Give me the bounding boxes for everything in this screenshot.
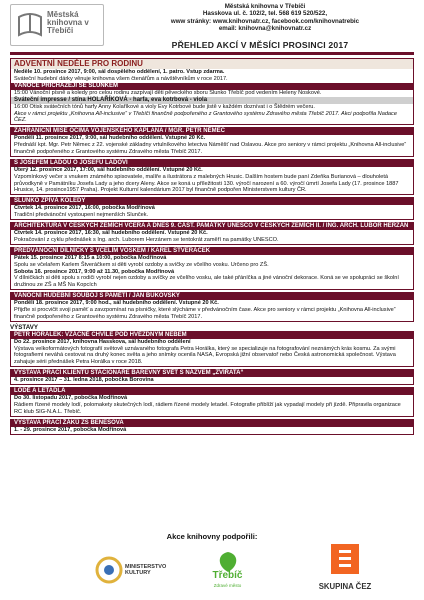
event-text: Čtvrtek 14. prosince 2017, 16:30, sál hudebního oddělení. Vstupné 20 Kč. <box>14 230 208 237</box>
event-subtitle: Sváteční impresse / stína HOLAŘÍKOVÁ - harfa, eva kotrbová - viola <box>11 97 413 104</box>
event-text: Tradiční předvánoční vystoupení nejmenších Slunček. <box>14 212 149 219</box>
exhibition-section <box>10 419 414 435</box>
trebic-name: Třebíč <box>212 570 243 581</box>
cez-logo <box>310 544 380 594</box>
event-title: PŘEDVÁNOČNÍ DÍLNIČKY S VČELÍM VOSKEM / KAREL ŠTVERÁČEK <box>11 248 413 255</box>
book-icon <box>17 11 43 39</box>
event-text: Přednáší kpt. Mgr. Petr Němec z 22. vojenské základny vrtulníkového letectva Náměšť nad Oslavou. Akce pro seniory v rámci projektu „Knihovna All-inclusive“ finančně podpořeného z Grantového systému Zdravého města Třebíč 2017. <box>14 142 407 155</box>
library-logo <box>10 4 104 46</box>
event-text: Vzpomínkový večer s vnukem známého spisovatele, malíře a ilustrátora z malebných Hrusic. Dalším hostem bude paní Zdeňka Burianová – dlouholetá průvodkyně v Památníku Josefa Lady a jeho dcery Aleny. Akce se koná u příležitosti 130. výročí narození a 60. výročí úmrtí Josefa Lady (17. prosince 1887 Hrusice, 14. prosince1957 Praha). Projekt Kulturní kalendárium 2017 byl finančně podpořen Ministerstvem kultury ČR. <box>14 173 399 194</box>
trebic-logo <box>195 550 260 590</box>
event-text: Neděle 10. prosince 2017, 9:00, sál dospělého oddělení, 1. patro. Vstup zdarma. <box>14 69 225 75</box>
event-text: Výstava velkoformátových fotografií světově uznávaného fotografa Petra Horálka, který se specializuje na fotografování neznámých krás kosmu. Za svými fotografiemi neváhá cestovat na druhý konec světa a jeho snímky ocenila NASA, Evropská jižní observatoř nebo Česká astronomická společnost. Výstava zahajuje sérii přednášek Petra Horálka v roce 2018. <box>14 345 396 366</box>
event-section <box>10 127 414 157</box>
event-text: Přijďte si procvičit svoji paměť a zavzpomínat na písničky, které slýcháme v předvánočním čase. Akce pro seniory v rámci projektu „Knihovna All-inclusive“ finančně podpořeného z Grantového systému Zdravého města Třebíč 2017. <box>14 306 396 320</box>
event-text: Spolu se včelařem Karlem Štveráčkem si děti vyrobí ozdoby a svíčky ze včelího vosku. Určeno pro ZŠ. <box>14 261 269 268</box>
contact-line[interactable]: www stránky: www.knihovnatr.cz, facebook.com/knihovnatrebic <box>170 17 360 25</box>
ministry-name: MINISTERSTVO KULTURY <box>125 564 167 576</box>
contact-line: Hasskova ul. č. 102/2, tel. 568 619 520/522, <box>202 10 328 18</box>
event-title: VÁNOČNÍ HUDEBNÍ SOUBOJ S PAMĚTÍ / JAN BUKOVSKÝ <box>11 293 413 300</box>
logo-text: Městská knihovna v Třebíči <box>47 10 89 35</box>
sponsors <box>10 532 414 596</box>
contact-block <box>115 3 415 32</box>
event-text: 1. - 29. prosince 2017, pobočka Modřínová <box>14 426 127 433</box>
event-subtitle: VÁNOCE PŘICHÁZEJÍ SE SLUNKEM <box>11 83 413 90</box>
events-list <box>10 58 414 437</box>
event-title: ARCHITEKTURA V ČESKÝCH ZEMÍCH VČERA A DNES 9. ČÁST. PAMÁTKY UNESCO V ČESKÝCH ZEMÍCH II. / ING. ARCH. LUBOR HERZÁN <box>11 223 413 230</box>
contact-line: Městská knihovna v Třebíči <box>224 3 306 10</box>
event-text: Čtvrtek 14. prosince 2017, 16:00, pobočka Modřínová <box>14 205 155 212</box>
event-text: Pondělí 11. prosince 2017, 9:00, sál hudebního oddělení. Vstupné 20 Kč. <box>14 135 206 142</box>
event-text: Do 30. listopadu 2017, pobočka Modřínová <box>14 395 128 402</box>
event-text: Akce v rámci projektu „Knihovna All-inclusive“ v Třebíči finančně podpořeného z Grantového systému Zdravého města Třebíč 2017. Akci podpořila Nadace ČEZ. <box>14 110 397 124</box>
exhibitions-label: VÝSTAVY <box>10 323 38 331</box>
sponsors-title: Akce knihovny podpořili: <box>166 532 258 541</box>
event-text: Úterý 12. prosince 2017, 17:00, sál hudebního oddělení. Vstupné 20 Kč. <box>14 166 203 173</box>
trebic-sub: Zdravé město <box>213 583 242 588</box>
event-title: ADVENTNÍ NEDĚLE PRO RODINU <box>11 59 413 69</box>
event-text: 4. prosince 2017 – 31. ledna 2018, pobočka Borovina <box>14 377 154 384</box>
exhibition-title: LODĚ A LETADLA <box>11 388 413 395</box>
exhibition-section <box>10 387 414 417</box>
exhibition-title: VÝSTAVA PRACÍ ŽÁKŮ ZŠ BENEŠOVA <box>11 420 413 427</box>
exhibition-section <box>10 369 414 385</box>
exhibition-title: VÝSTAVA PRACÍ KLIENTŮ STACIONÁŘE BAREVNÝ SVĚT S NÁZVEM „ZVÍŘATA“ <box>11 370 413 377</box>
header <box>0 0 424 52</box>
event-text: 16:00 Otisk svátečních tónů harfy Anny Kolaříkové a violy Evy Kotrbové bude jistě v každém doznívat i o Štědrém večeru. <box>14 103 315 110</box>
exhibition-section <box>10 331 414 367</box>
event-section <box>10 159 414 195</box>
event-title: SLUNKO ZPÍVÁ KOLEDY <box>11 198 413 205</box>
contact-line[interactable]: email: knihovna@knihovnatr.cz <box>218 24 312 32</box>
event-text: Pondělí 18. prosince 2017, 9:00 hod., sál hudebního oddělení. Vstupné 20 Kč. <box>14 300 219 307</box>
event-text: Do 22. prosince 2017, knihovna Hasskova, sál hudebního oddělení <box>14 338 191 345</box>
event-section <box>10 247 414 290</box>
divider <box>10 52 414 55</box>
cez-icon <box>331 544 359 574</box>
event-section <box>10 58 414 125</box>
event-text: Sváteční hudební dárky věnuje knihovna všem čtenářům a návštěvníkům v roce 2017. <box>14 75 228 82</box>
event-section <box>10 197 414 220</box>
event-title: ZAHRANIČNÍ MISE OČIMA VOJENSKÉHO KAPLANA / MGR. PETR NĚMEC <box>11 128 413 135</box>
event-text: 15:00 Vánoční písně a koledy pro celou rodinu zazpívají děti pěveckého sboru Slunko Třebíč pod vedením Heleny Noskové. <box>14 89 322 96</box>
event-title: S JOSEFEM LADOU O JOSEFU LADOVI <box>11 160 413 167</box>
event-section <box>10 292 414 322</box>
cez-name: SKUPINA ČEZ <box>318 582 372 591</box>
event-text: Pátek 15. prosince 2017 8:15 a 10:00, pobočka Modřínová <box>14 254 167 261</box>
event-text: Rádiem řízené modely lodí, polomakety skutečných lodí, rádiem řízené modely letadel. Fotografie přiblíží jak vypadají modely při jízdě. Připravila organizace RC klub SIG-N.A.L. Třebíč. <box>14 401 401 415</box>
page-title: PŘEHLED AKCÍ V MĚSÍCI PROSINCI 2017 <box>171 40 349 50</box>
event-text: V dílničkách si děti spolu s rodiči vyrobí nejen ozdoby a svíčky ze včelího vosku, ale také přáníčka a jiné vánoční dekorace. Koná se ve spolupráci se školní družinou ze ZŠ a MŠ Na Kopcích <box>14 275 399 289</box>
exhibition-title: PETR HORÁLEK: VZÁCNÉ CHVÍLE POD HVĚZDNÝM NEBEM <box>11 332 413 339</box>
ministry-icon <box>95 556 123 584</box>
event-section <box>10 222 414 245</box>
event-text: Sobota 16. prosince 2017, 9:00 až 11.30, pobočka Modřínová <box>14 268 175 275</box>
ministry-logo <box>95 556 165 586</box>
event-text: Pokračování z cyklu přednášek s Ing. arch. Luborem Herzánem se tentokrát zaměří na památky UNESCO. <box>14 236 279 243</box>
